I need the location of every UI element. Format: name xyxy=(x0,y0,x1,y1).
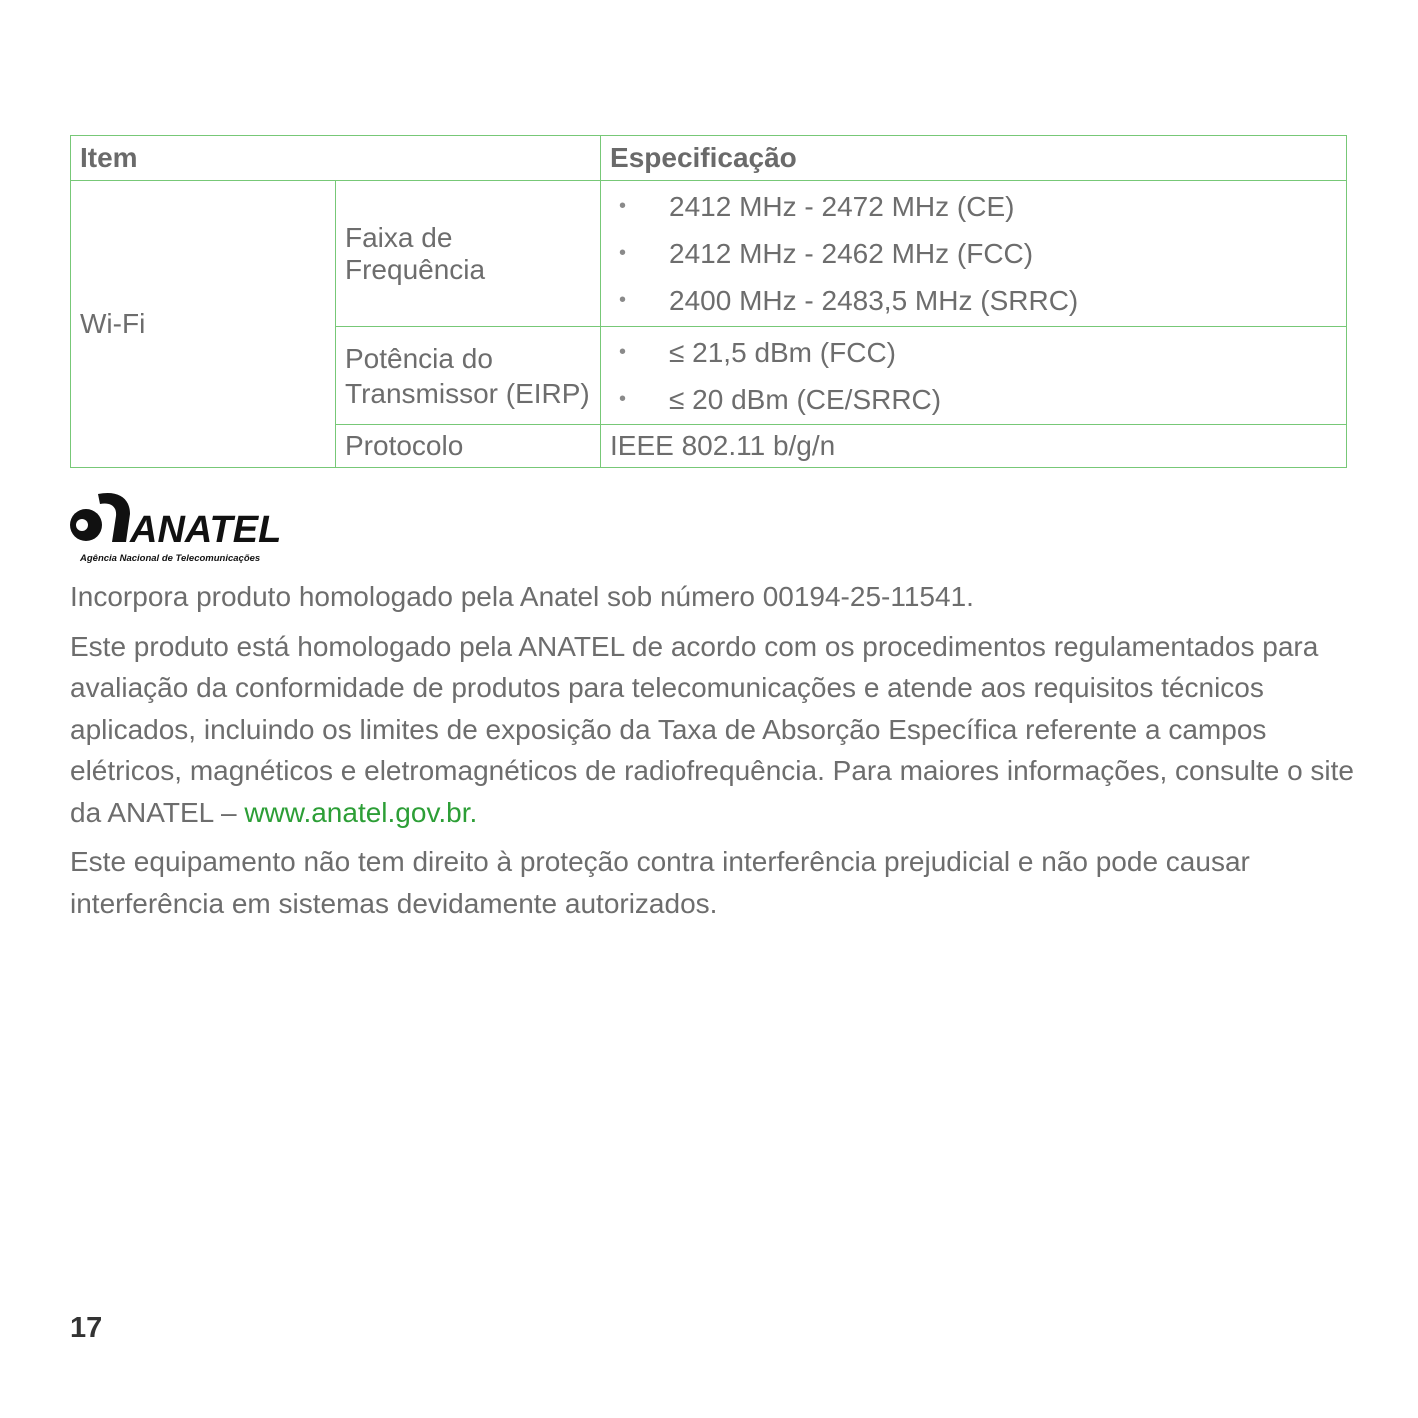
power-label-line1: Potência do xyxy=(345,342,493,374)
anatel-logo xyxy=(70,488,290,568)
table-header-row xyxy=(71,136,1347,181)
anatel-link-period: . xyxy=(469,796,478,828)
freq-values xyxy=(601,181,1347,327)
header-item: Item xyxy=(71,136,601,181)
header-spec: Especificação xyxy=(601,136,1347,181)
power-values xyxy=(601,327,1347,425)
anatel-logo-wordmark: ANATEL xyxy=(130,509,282,551)
list-item: • 2412 MHz - 2472 MHz (CE) xyxy=(610,183,1337,230)
anatel-link-text[interactable]: www.anatel.gov.br xyxy=(244,796,470,828)
spec-table xyxy=(70,135,1347,468)
anatel-link[interactable] xyxy=(244,797,477,828)
list-item: • 2412 MHz - 2462 MHz (FCC) xyxy=(610,230,1337,277)
paragraph-compliance xyxy=(70,626,1360,834)
wifi-group-cell: Wi-Fi xyxy=(71,181,336,468)
list-item: • ≤ 20 dBm (CE/SRRC) xyxy=(610,376,1337,423)
protocol-label: Protocolo xyxy=(336,425,601,468)
anatel-logo-swoosh xyxy=(98,493,130,542)
protocol-value: IEEE 802.11 b/g/n xyxy=(601,425,1347,468)
body-text xyxy=(70,576,1360,932)
freq-label: Faixa de Frequência xyxy=(336,181,601,327)
table-row xyxy=(71,181,1347,327)
paragraph-compliance-text: Este produto está homologado pela ANATEL de acordo com os procedimentos regulamentados para avaliação da conformidade de produtos para telecomunicações e atende aos requisitos técnicos aplicados, incluindo os limites de exposição da Taxa de Absorção Específica referente a campos elétricos, magnéticos e eletromagnéticos de radiofrequência. Para maiores informações, consulte o site da ANATEL – xyxy=(70,630,1354,828)
list-item: • 2400 MHz - 2483,5 MHz (SRRC) xyxy=(610,277,1337,324)
list-item: • ≤ 21,5 dBm (FCC) xyxy=(610,329,1337,376)
anatel-logo-subtitle: Agência Nacional de Telecomunicações xyxy=(80,553,261,564)
power-label xyxy=(336,327,601,425)
power-label-line2: Transmissor (EIRP) xyxy=(345,377,590,409)
paragraph-homologation: Incorpora produto homologado pela Anatel sob número 00194-25-11541. xyxy=(70,581,974,612)
anatel-logo-eye xyxy=(76,519,88,531)
page-number: 17 xyxy=(70,1312,103,1344)
paragraph-interference: Este equipamento não tem direito à proteção contra interferência prejudicial e não pode causar interferência em sistemas devidamente autorizados. xyxy=(70,846,1250,919)
